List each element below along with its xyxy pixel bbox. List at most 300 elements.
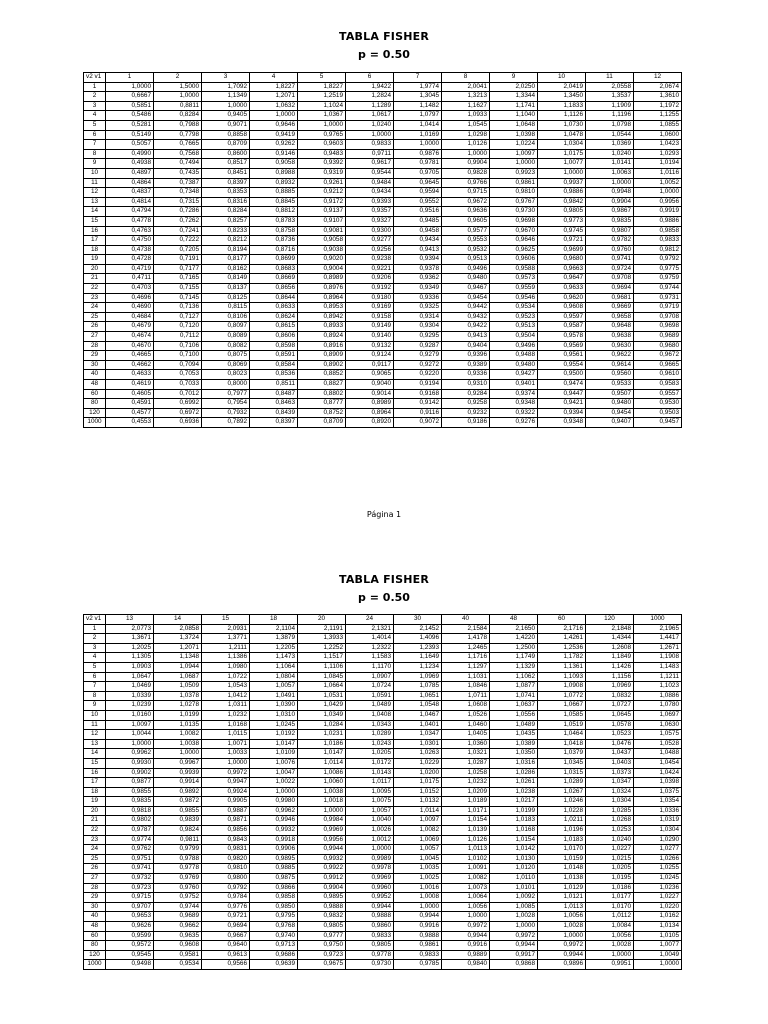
table-cell: 0,8933 <box>298 322 346 332</box>
table-cell: 0,9606 <box>490 255 538 265</box>
table-cell: 0,9392 <box>298 159 346 169</box>
table-cell: 1,0832 <box>586 691 634 701</box>
table-cell: 1,0194 <box>634 159 682 169</box>
table-cell: 0,9553 <box>442 236 490 246</box>
row-label: 2 <box>84 634 106 644</box>
table-cell: 1,3879 <box>250 634 298 644</box>
table-cell: 0,8624 <box>250 312 298 322</box>
table-cell: 1,0232 <box>442 778 490 788</box>
table-cell: 0,9875 <box>250 874 298 884</box>
table-cell: 0,9322 <box>490 408 538 418</box>
table-cell: 1,0460 <box>442 720 490 730</box>
table-cell: 0,7348 <box>154 188 202 198</box>
table-cell: 1,0060 <box>298 778 346 788</box>
table-cell: 1,9774 <box>394 82 442 92</box>
table-cell: 1,0077 <box>538 159 586 169</box>
table-cell: 1,0772 <box>538 691 586 701</box>
table-cell: 0,9944 <box>490 941 538 951</box>
table-cell: 0,9989 <box>346 854 394 864</box>
table-cell: 0,8615 <box>250 322 298 332</box>
table-cell: 0,9784 <box>202 893 250 903</box>
table-cell: 0,8463 <box>250 399 298 409</box>
table-row <box>84 284 682 294</box>
table-cell: 0,9454 <box>442 293 490 303</box>
table-cell: 0,9480 <box>442 274 490 284</box>
column-header: 60 <box>538 615 586 625</box>
table-cell: 1,0000 <box>298 806 346 816</box>
table-cell: 1,0196 <box>538 826 586 836</box>
table-cell: 1,0143 <box>346 768 394 778</box>
table-cell: 0,4728 <box>106 255 154 265</box>
table-cell: 0,5057 <box>106 140 154 150</box>
table-cell: 1,0008 <box>394 893 442 903</box>
table-cell: 0,9559 <box>490 284 538 294</box>
table-cell: 1,0424 <box>634 768 682 778</box>
table-cell: 0,9980 <box>250 797 298 807</box>
table-row <box>84 941 682 951</box>
table-cell: 1,0084 <box>586 922 634 932</box>
table-cell: 0,9751 <box>106 854 154 864</box>
table-cell: 0,9107 <box>298 216 346 226</box>
table-cell: 1,0266 <box>634 854 682 864</box>
table-cell: 1,0126 <box>442 140 490 150</box>
row-label: 14 <box>84 207 106 217</box>
table-cell: 0,7435 <box>154 168 202 178</box>
table-cell: 1,0630 <box>634 720 682 730</box>
table-cell: 1,0301 <box>394 739 442 749</box>
table-cell: 1,0278 <box>154 701 202 711</box>
table-row <box>84 845 682 855</box>
table-cell: 0,9158 <box>346 312 394 322</box>
table-cell: 0,9835 <box>586 216 634 226</box>
table-cell: 1,2252 <box>298 643 346 653</box>
table-cell: 0,9258 <box>442 399 490 409</box>
table-cell: 0,9442 <box>442 303 490 313</box>
row-label: 60 <box>84 389 106 399</box>
table-cell: 1,0169 <box>394 130 442 140</box>
table-cell: 1,0110 <box>490 874 538 884</box>
table-cell: 0,9766 <box>442 178 490 188</box>
table-cell: 0,8736 <box>250 236 298 246</box>
table-cell: 0,9769 <box>154 874 202 884</box>
table-cell: 0,9698 <box>490 216 538 226</box>
table-cell: 0,8106 <box>202 312 250 322</box>
table-cell: 0,9480 <box>490 360 538 370</box>
table-cell: 1,0052 <box>634 178 682 188</box>
table-cell: 1,0026 <box>346 826 394 836</box>
table-cell: 1,0311 <box>202 701 250 711</box>
table-cell: 1,1196 <box>586 111 634 121</box>
table-row <box>84 370 682 380</box>
table-cell: 0,9124 <box>346 351 394 361</box>
table-cell: 0,9484 <box>346 178 394 188</box>
table-row <box>84 826 682 836</box>
row-label: 28 <box>84 883 106 893</box>
table-cell: 0,9843 <box>202 835 250 845</box>
table-cell: 1,1649 <box>394 653 442 663</box>
row-label: 7 <box>84 682 106 692</box>
table-cell: 1,0175 <box>538 149 586 159</box>
table-cell: 0,9885 <box>250 864 298 874</box>
table-cell: 0,9378 <box>394 264 442 274</box>
table-cell: 0,8752 <box>298 408 346 418</box>
table-cell: 1,0268 <box>586 816 634 826</box>
table-cell: 1,0608 <box>442 701 490 711</box>
table-cell: 0,9773 <box>538 216 586 226</box>
table-cell: 1,0142 <box>490 845 538 855</box>
table-cell: 0,9812 <box>634 245 682 255</box>
table-cell: 0,9792 <box>202 883 250 893</box>
table-cell: 0,9577 <box>442 226 490 236</box>
table-cell: 1,1297 <box>442 662 490 672</box>
table-cell: 1,1349 <box>202 92 250 102</box>
table-cell: 1,0170 <box>586 902 634 912</box>
table-cell: 1,0648 <box>490 120 538 130</box>
table-cell: 0,9889 <box>442 950 490 960</box>
table-cell: 1,0000 <box>634 188 682 198</box>
table-cell: 0,9888 <box>346 912 394 922</box>
table-cell: 0,9694 <box>202 922 250 932</box>
table-cell: 0,6936 <box>154 418 202 428</box>
table-cell: 0,9944 <box>442 931 490 941</box>
row-label: 1000 <box>84 960 106 970</box>
table-cell: 0,9169 <box>346 303 394 313</box>
table-row <box>84 816 682 826</box>
table-row <box>84 130 682 140</box>
table-cell: 1,0071 <box>202 739 250 749</box>
table-cell: 2,1321 <box>346 624 394 634</box>
table-cell: 0,9867 <box>586 207 634 217</box>
table-cell: 1,0798 <box>586 120 634 130</box>
fisher-table-2 <box>83 614 682 970</box>
table-cell: 0,8600 <box>202 149 250 159</box>
table-cell: 0,8023 <box>202 370 250 380</box>
table-cell: 1,1329 <box>490 662 538 672</box>
row-label: 4 <box>84 653 106 663</box>
table-cell: 0,7127 <box>154 312 202 322</box>
table-cell: 0,8397 <box>202 178 250 188</box>
table-cell: 0,5486 <box>106 111 154 121</box>
table-cell: 1,1741 <box>490 101 538 111</box>
table-cell: 0,5149 <box>106 130 154 140</box>
table-cell: 1,0286 <box>490 768 538 778</box>
table-row <box>84 701 682 711</box>
table-cell: 0,9792 <box>634 255 682 265</box>
table-cell: 1,1749 <box>490 653 538 663</box>
column-header: 4 <box>250 73 298 83</box>
table-cell: 1,0000 <box>250 111 298 121</box>
table-cell: 1,0132 <box>394 797 442 807</box>
table-cell: 0,8920 <box>346 418 394 428</box>
row-label: 3 <box>84 101 106 111</box>
table-cell: 1,0418 <box>538 739 586 749</box>
table-row <box>84 264 682 274</box>
table-row <box>84 341 682 351</box>
table-cell: 0,6667 <box>106 92 154 102</box>
table-cell: 1,0246 <box>538 797 586 807</box>
page-number: Página 1 <box>366 510 402 519</box>
table-row <box>84 255 682 265</box>
row-label: 9 <box>84 701 106 711</box>
table-cell: 0,9587 <box>538 322 586 332</box>
table-cell: 0,9918 <box>250 835 298 845</box>
table-cell: 1,0183 <box>490 816 538 826</box>
table-cell: 0,9560 <box>586 370 634 380</box>
table-cell: 1,0645 <box>586 710 634 720</box>
table-cell: 1,0105 <box>634 931 682 941</box>
table-cell: 0,4897 <box>106 168 154 178</box>
table-cell: 0,9721 <box>202 912 250 922</box>
table-cell: 1,2465 <box>442 643 490 653</box>
row-label: 20 <box>84 264 106 274</box>
table-cell: 0,9937 <box>538 178 586 188</box>
table-cell: 0,8964 <box>346 408 394 418</box>
table-cell: 1,0293 <box>634 149 682 159</box>
table-cell: 0,9732 <box>106 874 154 884</box>
table-cell: 0,8902 <box>298 360 346 370</box>
table-cell: 2,0041 <box>442 82 490 92</box>
table-cell: 0,9839 <box>154 816 202 826</box>
table-cell: 1,0379 <box>538 749 586 759</box>
table-cell: 0,9401 <box>490 380 538 390</box>
table-row <box>84 710 682 720</box>
table-cell: 1,0667 <box>538 701 586 711</box>
table-cell: 0,9349 <box>394 284 442 294</box>
table-cell: 1,1483 <box>634 662 682 672</box>
table-cell: 0,9507 <box>586 389 634 399</box>
table-cell: 0,9327 <box>346 216 394 226</box>
table-cell: 1,1024 <box>298 101 346 111</box>
table-cell: 0,8916 <box>298 341 346 351</box>
row-label: 19 <box>84 255 106 265</box>
table-cell: 1,3671 <box>106 634 154 644</box>
table-row <box>84 634 682 644</box>
table-cell: 1,0267 <box>538 787 586 797</box>
table-cell: 1,0205 <box>346 749 394 759</box>
table-cell: 0,9876 <box>394 149 442 159</box>
table-cell: 0,7155 <box>154 284 202 294</box>
table-cell: 0,9232 <box>442 408 490 418</box>
table-cell: 1,0373 <box>586 768 634 778</box>
table-cell: 0,8000 <box>202 380 250 390</box>
table-cell: 0,9336 <box>394 293 442 303</box>
row-label: 3 <box>84 643 106 653</box>
table-cell: 1,0168 <box>202 720 250 730</box>
table-cell: 0,9916 <box>394 922 442 932</box>
table-cell: 0,9895 <box>298 893 346 903</box>
table-cell: 0,9939 <box>154 768 202 778</box>
row-label: 25 <box>84 854 106 864</box>
table-cell: 1,0531 <box>298 691 346 701</box>
table-row <box>84 408 682 418</box>
table-cell: 0,9357 <box>346 207 394 217</box>
table-cell: 1,0315 <box>538 768 586 778</box>
table-cell: 1,2393 <box>394 643 442 653</box>
table-cell: 0,9504 <box>490 332 538 342</box>
table-cell: 0,9454 <box>586 408 634 418</box>
table-cell: 0,4665 <box>106 351 154 361</box>
table-cell: 0,9778 <box>346 950 394 960</box>
table-cell: 0,8989 <box>346 399 394 409</box>
table-cell: 0,9960 <box>346 883 394 893</box>
table-cell: 0,9534 <box>154 960 202 970</box>
table-cell: 0,9645 <box>394 178 442 188</box>
column-header: 7 <box>394 73 442 83</box>
table-cell: 1,0600 <box>634 130 682 140</box>
table-cell: 0,9662 <box>154 922 202 932</box>
table-cell: 0,9667 <box>202 931 250 941</box>
table-cell: 0,8257 <box>202 216 250 226</box>
table-row <box>84 92 682 102</box>
row-label: 21 <box>84 274 106 284</box>
table-cell: 0,4864 <box>106 178 154 188</box>
table-cell: 0,4684 <box>106 312 154 322</box>
table-row <box>84 178 682 188</box>
table2-title: TABLA FISHER <box>338 573 430 586</box>
table-cell: 0,7932 <box>202 408 250 418</box>
table-row <box>84 922 682 932</box>
table-cell: 1,2071 <box>250 92 298 102</box>
table-cell: 1,0224 <box>490 140 538 150</box>
table-cell: 0,7665 <box>154 140 202 150</box>
table-cell: 0,9573 <box>490 274 538 284</box>
table-cell: 1,0147 <box>250 739 298 749</box>
table-cell: 0,9588 <box>490 264 538 274</box>
table-row <box>84 778 682 788</box>
table-cell: 1,0056 <box>442 902 490 912</box>
table-cell: 1,0217 <box>490 797 538 807</box>
table-cell: 1,0711 <box>442 691 490 701</box>
table-row <box>84 806 682 816</box>
row-label: 20 <box>84 806 106 816</box>
table-cell: 1,0000 <box>346 130 394 140</box>
table-cell: 1,0727 <box>586 701 634 711</box>
table-cell: 0,7568 <box>154 149 202 159</box>
table-cell: 1,0126 <box>442 835 490 845</box>
table-cell: 1,0022 <box>250 778 298 788</box>
table-cell: 1,0240 <box>586 835 634 845</box>
table-cell: 0,8827 <box>298 380 346 390</box>
table-cell: 1,3344 <box>490 92 538 102</box>
table-cell: 2,1848 <box>586 624 634 634</box>
table-cell: 0,7954 <box>202 399 250 409</box>
table-cell: 0,8439 <box>250 408 298 418</box>
table-cell: 1,0016 <box>394 883 442 893</box>
table-cell: 1,0101 <box>490 883 538 893</box>
table-cell: 1,0478 <box>538 130 586 140</box>
table-cell: 1,0375 <box>634 787 682 797</box>
table-cell: 1,0903 <box>106 662 154 672</box>
table-cell: 0,8699 <box>250 255 298 265</box>
table-cell: 0,9906 <box>250 845 298 855</box>
table-cell: 0,9719 <box>634 303 682 313</box>
table-cell: 0,8942 <box>298 312 346 322</box>
row-label: 23 <box>84 835 106 845</box>
table-cell: 0,9020 <box>298 255 346 265</box>
table-cell: 1,0316 <box>490 758 538 768</box>
table-cell: 1,0304 <box>586 797 634 807</box>
table-cell: 0,4619 <box>106 380 154 390</box>
table-cell: 1,0170 <box>538 845 586 855</box>
table-cell: 1,0000 <box>490 159 538 169</box>
row-label: 27 <box>84 332 106 342</box>
row-label: 9 <box>84 159 106 169</box>
table-cell: 0,9457 <box>634 418 682 428</box>
table-cell: 0,7315 <box>154 197 202 207</box>
table-cell: 0,8783 <box>250 216 298 226</box>
table-cell: 1,0687 <box>154 672 202 682</box>
row-label: 8 <box>84 691 106 701</box>
table-cell: 0,9778 <box>154 864 202 874</box>
table-cell: 1,0000 <box>442 149 490 159</box>
table-cell: 1,0215 <box>586 854 634 864</box>
table-cell: 0,9811 <box>154 835 202 845</box>
table-cell: 0,9670 <box>490 226 538 236</box>
table-cell: 0,9833 <box>346 931 394 941</box>
table-cell: 1,0349 <box>298 710 346 720</box>
table-cell: 0,9485 <box>394 216 442 226</box>
table-cell: 2,1191 <box>298 624 346 634</box>
table-cell: 0,8069 <box>202 360 250 370</box>
table-cell: 1,0969 <box>586 682 634 692</box>
table-cell: 1,0229 <box>394 758 442 768</box>
table-cell: 1,0115 <box>202 730 250 740</box>
table-cell: 0,8082 <box>202 341 250 351</box>
table-cell: 1,0403 <box>586 758 634 768</box>
table-cell: 1,0160 <box>106 710 154 720</box>
table-cell: 1,0476 <box>586 739 634 749</box>
table-cell: 0,7145 <box>154 293 202 303</box>
table-cell: 1,0390 <box>250 701 298 711</box>
table-cell: 0,9858 <box>250 893 298 903</box>
table-cell: 0,7165 <box>154 274 202 284</box>
column-header: 40 <box>442 615 490 625</box>
table-cell: 1,0907 <box>346 672 394 682</box>
table-cell: 0,9777 <box>298 931 346 941</box>
table-cell: 2,0773 <box>106 624 154 634</box>
table-cell: 1,0000 <box>298 120 346 130</box>
table-cell: 1,0855 <box>634 120 682 130</box>
table-cell: 1,0012 <box>346 835 394 845</box>
table-cell: 0,9626 <box>106 922 154 932</box>
table-cell: 0,9833 <box>634 236 682 246</box>
table-cell: 0,9740 <box>250 931 298 941</box>
table-cell: 0,9413 <box>442 332 490 342</box>
table-cell: 0,9221 <box>346 264 394 274</box>
table-cell: 0,9467 <box>442 284 490 294</box>
table-cell: 1,0969 <box>394 672 442 682</box>
table-cell: 2,1584 <box>442 624 490 634</box>
table-cell: 0,9608 <box>154 941 202 951</box>
table-row <box>84 730 682 740</box>
row-label: 11 <box>84 178 106 188</box>
table-cell: 1,1255 <box>634 111 682 121</box>
table-cell: 1,0651 <box>394 691 442 701</box>
table-cell: 1,3724 <box>154 634 202 644</box>
table-cell: 0,4690 <box>106 303 154 313</box>
table-cell: 1,3213 <box>442 92 490 102</box>
table-cell: 1,0277 <box>634 845 682 855</box>
table-cell: 0,9394 <box>538 408 586 418</box>
table-cell: 0,9617 <box>346 159 394 169</box>
table-cell: 0,4674 <box>106 332 154 342</box>
table-cell: 0,7033 <box>154 380 202 390</box>
table-cell: 1,0172 <box>346 758 394 768</box>
table-cell: 0,9640 <box>202 941 250 951</box>
table-cell: 0,9675 <box>298 960 346 970</box>
table-cell: 1,1386 <box>202 653 250 663</box>
table-cell: 1,1426 <box>586 662 634 672</box>
